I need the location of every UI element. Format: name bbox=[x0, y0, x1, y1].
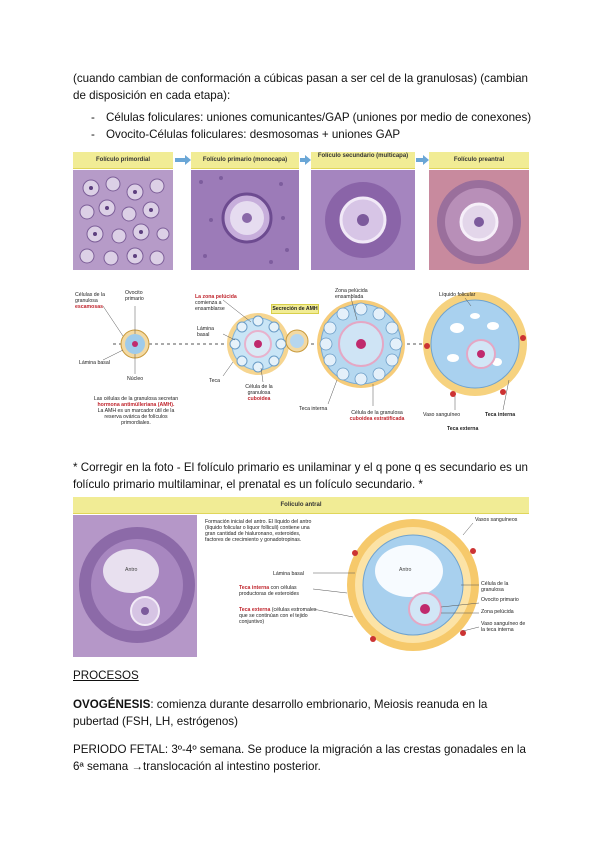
micrograph-secundario bbox=[311, 170, 415, 270]
label-teca-interna-antral: Teca interna con células productoras de esteroides bbox=[239, 585, 299, 597]
label-lamina-basal-2: Lámina basal bbox=[197, 326, 215, 338]
follicle-stages-figure bbox=[73, 150, 529, 432]
stage-arrows bbox=[73, 150, 529, 170]
header-secundario: Folículo secundario (multicapa) bbox=[311, 152, 415, 169]
micrograph-preantral bbox=[429, 170, 529, 270]
header-antral: Folículo antral bbox=[73, 497, 529, 514]
label-nucleo: Núcleo bbox=[127, 376, 144, 382]
label-granulosa-escamosa: Células de la granulosa escamosas bbox=[75, 292, 105, 310]
diagram-label-antro: Antro bbox=[399, 567, 412, 573]
label-teca-externa-antral: Teca externa (células estromales que se continúan con el tejido conjuntivo) bbox=[239, 607, 317, 625]
label-zona-pelucida-comienza: La zona pelúcida comienza a ensamblarse bbox=[195, 294, 237, 312]
label-granulosa-antral: Célula de la granulosa bbox=[481, 581, 509, 593]
micrograph-primario bbox=[191, 170, 299, 270]
bullet-dash: - bbox=[91, 128, 95, 141]
label-vasos-sanguineos: Vasos sanguíneos bbox=[475, 517, 518, 523]
section-heading: PROCESOS bbox=[73, 669, 139, 682]
label-teca-externa: Teca externa bbox=[447, 426, 479, 432]
label-ovocito: Ovocito primario bbox=[125, 290, 144, 302]
label-teca: Teca bbox=[209, 378, 220, 384]
label-granulosa-cuboidea: Célula de la granulosa cuboidea bbox=[245, 384, 273, 402]
label-liquido-folicular: Líquido folicular bbox=[439, 292, 476, 298]
correction-note: * Corregir en la foto - El folículo primario es unilaminar y el q pone q es secundario es un folículo primario multilaminar, el prenatal es un folículo secundario. * bbox=[73, 461, 528, 491]
antral-follicle-figure bbox=[73, 497, 529, 657]
micrograph-antral bbox=[73, 515, 197, 657]
bullet-dash: - bbox=[91, 111, 95, 124]
label-vaso-sanguineo: Vaso sanguíneo bbox=[423, 412, 461, 418]
label-lamina-basal: Lámina basal bbox=[79, 360, 110, 366]
periodo-fetal-paragraph: PERIODO FETAL: 3º-4º semana. Se produce la migración a las crestas gonadales en la 6ª semana →translocación al intestino posterior. bbox=[73, 743, 526, 773]
label-amh-note: Las células de la granulosa secretan hormona antimülleriana (AMH). La AMH es un marcador útil de la reserva ovárica de folículos primordiales. bbox=[93, 396, 179, 426]
micro-label-antro: Antro bbox=[125, 567, 138, 573]
label-ovocito-antral: Ovocito primario bbox=[481, 597, 519, 603]
label-zona-pelucida-ensamblada: Zona pelúcida ensamblada bbox=[335, 288, 368, 300]
header-primario: Folículo primario (monocapa) bbox=[191, 152, 299, 169]
label-teca-interna: Teca interna bbox=[299, 406, 328, 412]
label-lamina-basal-antral: Lámina basal bbox=[273, 571, 304, 577]
header-primordial: Folículo primordial bbox=[73, 152, 173, 169]
micrograph-primordial bbox=[73, 170, 173, 270]
ovogenesis-term: OVOGÉNESIS bbox=[73, 698, 151, 711]
label-vaso-teca-interna: Vaso sanguíneo de la teca interna bbox=[481, 621, 526, 633]
ovogenesis-paragraph: OVOGÉNESIS: comienza durante desarrollo embrionario, Meiosis reanuda en la pubertad (FSH, LH, estrógenos) bbox=[73, 698, 488, 728]
label-teca-interna-2: Teca interna bbox=[485, 412, 516, 418]
antro-description: Formación inicial del antro. El líquido del antro (líquido folicular o liquor folliculi) contiene una gran cantidad de hialuronano, esteroides, factores de crecimiento y gonadotropinas. bbox=[205, 519, 312, 543]
header-preantral: Folículo preantral bbox=[429, 152, 529, 169]
label-zona-pelucida-antral: Zona pelúcida bbox=[481, 609, 514, 615]
intro-paragraph: (cuando cambian de conformación a cúbicas pasan a ser cel de la granulosas) (cambian de disposición en cada etapa): bbox=[73, 72, 528, 102]
label-secrecion-amh: Secreción de AMH bbox=[272, 306, 318, 312]
label-granulosa-estratificada: Célula de la granulosa cuboidea estratificada bbox=[349, 410, 405, 422]
